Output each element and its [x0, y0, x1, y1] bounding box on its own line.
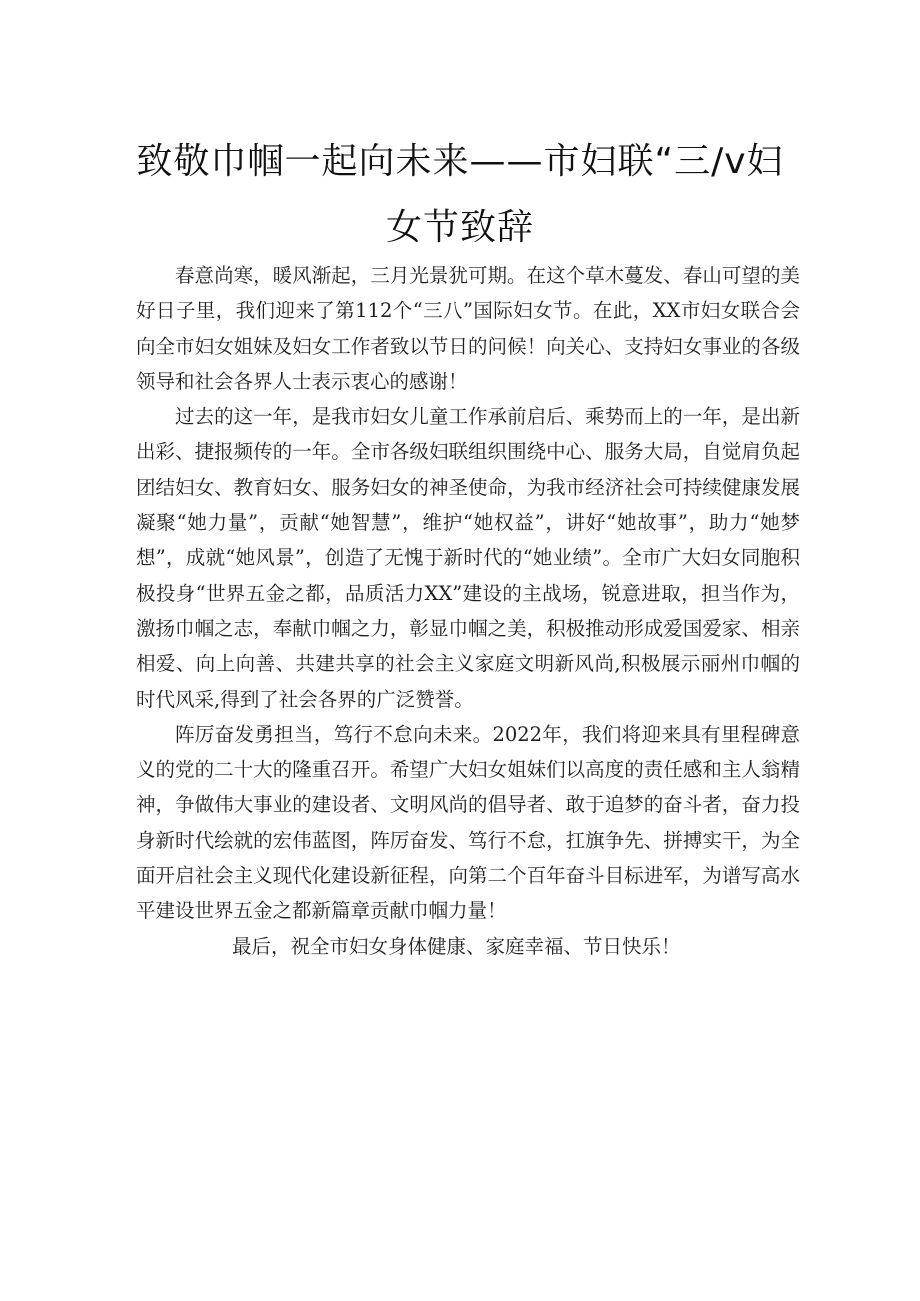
- document-title-line-1: 致敬巾帼一起向未来——市妇联“三/v妇: [136, 141, 784, 182]
- paragraph-greeting: 春意尚寒，暖风渐起，三月光景犹可期。在这个草木蔓发、春山可望的美好日子里，我们迎来了第112个“三八”国际妇女节。在此，XX市妇女联合会向全市妇女姐妹及妇女工作者致以节日的问候！向关心、支持妇女事业的各级领导和社会各界人士表示衷心的感谢！: [136, 264, 800, 393]
- document-body: [136, 258, 800, 964]
- paragraph-closing: 最后，祝全市妇女身体健康、家庭幸福、节日快乐！: [232, 934, 681, 958]
- paragraph-outlook: 阵厉奋发勇担当，笃行不怠向未来。2022年，我们将迎来具有里程碑意义的党的二十大的隆重召开。希望广大妇女姐妹们以高度的责任感和主人翁精神，争做伟大事业的建设者、文明风尚的倡导者、敢于追梦的奋斗者，奋力投身新时代绘就的宏伟蓝图，阵厉奋发、笃行不怠，扛旗争先、拼搏实干，为全面开启社会主义现代化建设新征程，向第二个百年奋斗目标进军，为谱写高水平建设世界五金之都新篇章贡献巾帼力量！: [136, 722, 800, 923]
- paragraph-review: 过去的这一年，是我市妇女儿童工作承前启后、乘势而上的一年，是出新出彩、捷报频传的一年。全市各级妇联组织围绕中心、服务大局，自觉肩负起团结妇女、教育妇女、服务妇女的神圣使命，为我市经济社会可持续健康发展凝聚“她力量”，贡献“她智慧”，维护“她权益”，讲好“她故事”，助力“她梦想”，成就“她风景”，创造了无愧于新时代的“她业绩”。全市广大妇女同胞积极投身“世界五金之都，品质活力XX”建设的主战场，锐意进取，担当作为，激扬巾帼之志，奉献巾帼之力，彰显巾帼之美，积极推动形成爱国爱家、相亲相爱、向上向善、共建共享的社会主义家庭文明新风尚,积极展示丽州巾帼的时代风采,得到了社会各界的广泛赞誉。: [136, 405, 800, 711]
- document-title-line-2: 女节致辞: [385, 207, 534, 248]
